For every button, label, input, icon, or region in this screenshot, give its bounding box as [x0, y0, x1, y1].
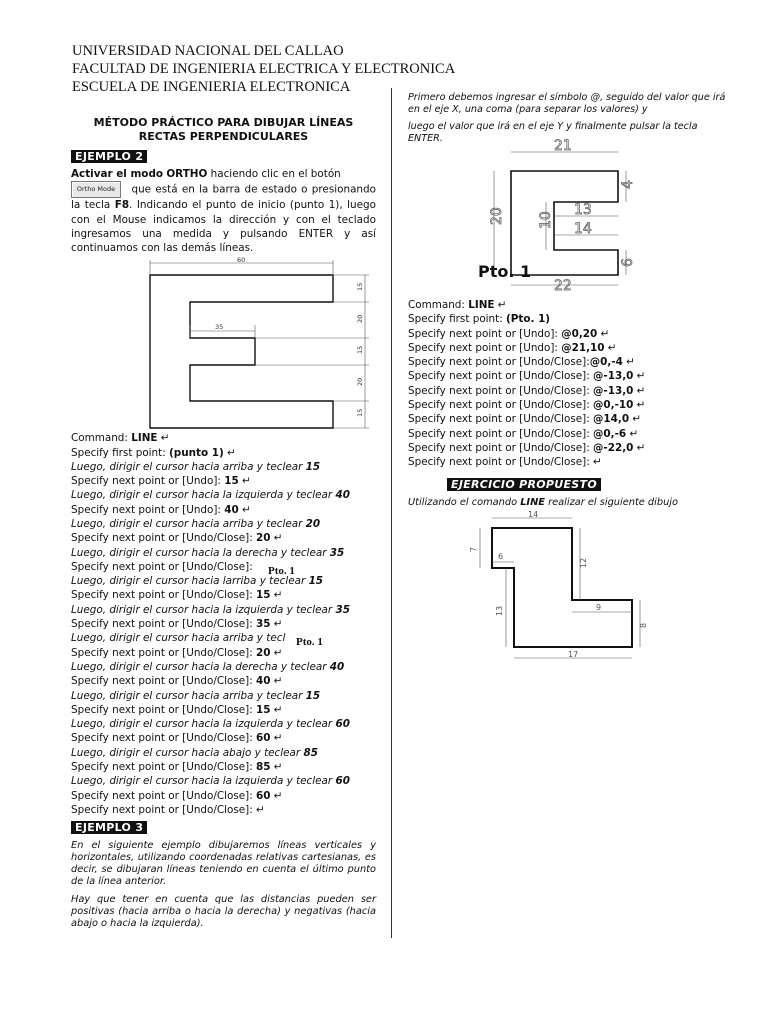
command-text: Command: — [71, 432, 132, 445]
command-line — [408, 441, 728, 455]
dim-r5: 15 — [356, 408, 364, 418]
command-text: Specify next point or [Undo]: — [71, 503, 225, 516]
enter-symbol: ↵ — [633, 399, 646, 412]
command-value: 35 — [256, 618, 271, 631]
command-line — [71, 446, 376, 460]
command-value: @14,0 — [593, 413, 630, 426]
title-line-2: RECTAS PERPENDICULARES — [138, 130, 309, 143]
command-line — [408, 455, 728, 469]
command-text: Specify next point or [Undo/Close]: — [408, 456, 594, 469]
command-line — [408, 298, 728, 312]
command-line — [71, 703, 376, 717]
command-text: Specify next point or [Undo/Close]: — [71, 532, 257, 545]
command-value: 60 — [256, 789, 271, 802]
command-value: 15 — [256, 589, 271, 602]
command-text: Specify next point or [Undo/Close]: — [71, 732, 257, 745]
command-value: 20 — [256, 532, 271, 545]
command-line — [71, 531, 376, 545]
ejercicio-text-a: Utilizando el comando — [408, 496, 521, 508]
command-text: Specify first point: — [71, 446, 170, 459]
intro-key: F8 — [114, 199, 130, 212]
intro-a: Activar el modo — [71, 168, 164, 181]
command-line — [71, 603, 376, 617]
command-line — [408, 427, 728, 441]
command-value: 40 — [256, 675, 271, 688]
command-line — [71, 560, 376, 574]
figure-3-shape — [468, 509, 668, 662]
command-line — [71, 617, 376, 631]
command-text: Luego, dirigir el cursor hacia la derecha y teclear — [71, 546, 330, 559]
command-text: Luego, dirigir el cursor hacia arriba y tecl — [71, 632, 286, 645]
ejemplo-3-paragraph-1: En el siguiente ejemplo dibujaremos líneas verticales y horizontales, utilizando coordenadas relativas cartesianas, es decir, se dibujaran líneas teniendo en cuenta el último punto de la línea anterior. — [71, 840, 376, 888]
right-intro-1: Primero debemos ingresar el símbolo @, seguido del valor que irá en el eje X, una coma (para separar los valores) y — [408, 92, 726, 115]
command-line — [71, 660, 376, 674]
dim-r1: 15 — [356, 282, 364, 292]
command-value: (punto 1) — [169, 446, 224, 459]
ejercicio-text-b: LINE — [520, 496, 545, 508]
command-value: LINE — [468, 299, 495, 311]
command-text: Luego, dirigir el cursor hacia la izquierda y teclear — [71, 603, 336, 616]
dim-12: 12 — [579, 557, 588, 568]
command-text: Specify next point or [Undo/Close]: — [71, 646, 257, 659]
command-value: 15 — [256, 703, 271, 716]
command-text: Luego, dirigir el cursor hacia arriba y teclear — [71, 689, 306, 702]
enter-symbol: ↵ — [270, 675, 283, 688]
command-value: @-22,0 — [593, 441, 634, 454]
command-text: Specify first point: — [408, 313, 507, 326]
intro-e: . Indicando el punto de inicio (punto 1), luego con el Mouse indicamos la dirección y con el teclado ingresamos una medida y pulsando ENTER y así continuamos con las demás líneas. — [71, 199, 376, 255]
command-line — [408, 369, 728, 383]
command-line — [71, 474, 376, 488]
command-text: Specify next point or [Undo/Close]: — [71, 589, 257, 602]
enter-symbol: ↵ — [270, 589, 283, 602]
dim-r4: 20 — [356, 377, 364, 387]
command-line — [71, 774, 376, 788]
command-text: Specify next point or [Undo]: — [408, 341, 562, 354]
command-value: 20 — [305, 518, 321, 530]
enter-symbol: ↵ — [622, 356, 635, 369]
command-line — [71, 460, 376, 474]
command-value: 20 — [256, 646, 271, 659]
command-line — [71, 760, 376, 774]
command-line — [71, 431, 376, 445]
enter-symbol: ↵ — [597, 327, 610, 340]
enter-symbol: ↵ — [633, 441, 646, 454]
command-value: 40 — [224, 503, 239, 516]
ejercicio-text — [408, 496, 728, 510]
command-line — [71, 803, 376, 817]
dim-22: 22 — [554, 278, 572, 294]
command-value: 15 — [305, 460, 321, 473]
command-value: 35 — [335, 603, 350, 616]
command-text: Specify next point or [Undo/Close]: — [408, 399, 594, 412]
school-name: ESCUELA DE INGENIERIA ELECTRONICA — [72, 79, 351, 95]
enter-symbol: ↵ — [256, 803, 265, 816]
command-value: LINE — [131, 432, 158, 445]
figure-e-shape — [147, 256, 387, 431]
dim-35: 35 — [215, 323, 224, 332]
command-text: Specify next point or [Undo/Close]: — [71, 618, 257, 631]
command-line — [71, 631, 376, 645]
command-text: Specify next point or [Undo/Close]: — [408, 384, 594, 397]
command-line — [408, 341, 728, 355]
command-line — [408, 398, 728, 412]
right-command-list — [408, 298, 728, 470]
command-line — [71, 646, 376, 660]
command-line — [71, 746, 376, 760]
command-text: Luego, dirigir el cursor hacia la izquierda y teclear — [71, 489, 336, 502]
university-name: UNIVERSIDAD NACIONAL DEL CALLAO — [72, 43, 344, 59]
dim-14: 14 — [574, 221, 592, 237]
command-line — [71, 674, 376, 688]
command-line — [71, 689, 376, 703]
command-value: 35 — [329, 546, 345, 559]
command-text: Specify next point or [Undo/Close]: — [71, 560, 253, 573]
command-text: Luego, dirigir el cursor hacia arriba y teclear — [71, 460, 306, 473]
command-line — [408, 384, 728, 398]
enter-symbol: ↵ — [270, 703, 283, 716]
enter-symbol: ↵ — [238, 503, 251, 516]
command-line — [71, 503, 376, 517]
pto-1-overlay-2: Pto. 1 — [296, 636, 323, 648]
command-line — [71, 588, 376, 602]
enter-symbol: ↵ — [626, 427, 639, 440]
command-value: 15 — [305, 689, 321, 702]
enter-symbol: ↵ — [270, 532, 283, 545]
ejemplo-3-paragraph-2: Hay que tener en cuenta que las distancias pueden ser positivas (hacia arriba o hacia la derecha) y negativas (hacia abajo o hacia la izquierda). — [71, 894, 376, 930]
command-text: Specify next point or [Undo/Close]: — [71, 703, 257, 716]
enter-symbol: ↵ — [604, 341, 617, 354]
command-value: 60 — [256, 732, 271, 745]
document-header — [72, 42, 455, 96]
dim-14-top: 14 — [528, 509, 539, 519]
dim-4: 4 — [620, 180, 636, 189]
command-line — [71, 488, 376, 502]
right-intro-2: luego el valor que irá en el eje Y y finalmente pulsar la tecla ENTER. — [408, 121, 698, 144]
ejercicio-label: EJERCICIO PROPUESTO — [447, 478, 601, 491]
command-text: Luego, dirigir el cursor hacia la izquierda y teclear — [71, 775, 336, 788]
command-line — [71, 574, 376, 588]
enter-symbol: ↵ — [157, 432, 170, 445]
command-value: @0,-6 — [593, 427, 627, 440]
intro-ortho: ORTHO — [166, 168, 208, 181]
pto-1-overlay-1: Pto. 1 — [268, 565, 295, 577]
intro-d: que está en la barra de estado o presionando la tecla — [71, 183, 376, 212]
section-title — [71, 116, 376, 144]
command-text: Luego, dirigir el cursor hacia abajo y teclear — [71, 746, 304, 759]
command-line — [71, 717, 376, 731]
left-column — [71, 116, 376, 930]
right-column — [408, 92, 728, 662]
enter-symbol: ↵ — [633, 384, 646, 397]
command-value: 15 — [308, 575, 324, 588]
command-value: 15 — [224, 475, 239, 488]
shape-2 — [511, 171, 618, 275]
ortho-mode-button[interactable]: Ortho Mode — [71, 181, 121, 198]
command-text: Specify next point or [Undo/Close]: — [71, 803, 257, 816]
dim-r3: 15 — [356, 345, 364, 355]
dim-r2: 20 — [356, 314, 364, 324]
enter-symbol: ↵ — [629, 413, 642, 426]
dim-60: 60 — [237, 256, 246, 265]
enter-symbol: ↵ — [270, 618, 283, 631]
intro-paragraph — [71, 167, 376, 255]
dim-20: 20 — [489, 207, 505, 225]
command-value: @0,20 — [561, 327, 598, 340]
command-text: Specify next point or [Undo/Close]: — [408, 441, 594, 454]
dim-6: 6 — [620, 258, 636, 267]
command-value: @0,-4 — [589, 356, 623, 369]
command-value: 60 — [335, 775, 350, 788]
command-line — [71, 789, 376, 803]
dim-17: 17 — [568, 649, 579, 659]
dim-13: 13 — [495, 605, 504, 616]
command-text: Luego, dirigir el cursor hacia arriba y teclear — [71, 518, 306, 530]
pto-1-label: Pto. 1 — [478, 262, 532, 281]
command-text: Specify next point or [Undo/Close]: — [408, 356, 590, 369]
command-line — [71, 546, 376, 560]
enter-symbol: ↵ — [270, 761, 283, 774]
figure-2-shape — [478, 138, 726, 294]
column-divider — [391, 88, 392, 938]
dim-10: 10 — [538, 211, 554, 229]
command-value: (Pto. 1) — [506, 313, 551, 326]
enter-symbol: ↵ — [494, 299, 507, 311]
command-value: @-13,0 — [593, 384, 634, 397]
command-text: Specify next point or [Undo/Close]: — [71, 789, 257, 802]
dim-8: 8 — [639, 622, 648, 628]
enter-symbol: ↵ — [238, 475, 251, 488]
command-text: Luego, dirigir el cursor hacia larriba y teclear — [71, 575, 309, 588]
command-line — [408, 412, 728, 426]
command-value: @21,10 — [561, 341, 605, 354]
intro-c: haciendo clic en el botón — [210, 168, 341, 181]
dim-7: 7 — [469, 546, 478, 552]
command-text: Specify next point or [Undo/Close]: — [408, 370, 594, 383]
ejemplo-2-label: EJEMPLO 2 — [71, 150, 147, 163]
command-value: @0,-10 — [593, 399, 634, 412]
command-value: 40 — [335, 489, 350, 502]
shape-3 — [492, 528, 632, 647]
e-shape-path — [150, 275, 333, 428]
ejemplo-3-label: EJEMPLO 3 — [71, 821, 147, 834]
command-text: Specify next point or [Undo]: — [408, 327, 562, 340]
enter-symbol: ↵ — [270, 732, 283, 745]
enter-symbol: ↵ — [270, 646, 283, 659]
left-command-list — [71, 431, 376, 817]
command-text: Luego, dirigir el cursor hacia la derecha y teclear — [71, 660, 330, 673]
dim-13: 13 — [574, 202, 592, 218]
faculty-name: FACULTAD DE INGENIERIA ELECTRICA Y ELECTRONICA — [72, 61, 456, 77]
title-line-1: MÉTODO PRÁCTICO PARA DIBUJAR LÍNEAS — [93, 116, 354, 129]
command-text: Luego, dirigir el cursor hacia la izquierda y teclear — [71, 718, 336, 731]
command-line — [71, 517, 376, 531]
command-value: 40 — [329, 660, 345, 673]
command-line — [408, 355, 728, 369]
enter-symbol: ↵ — [593, 456, 602, 469]
dim-9: 9 — [596, 602, 602, 612]
command-line — [408, 312, 728, 326]
command-value: @-13,0 — [593, 370, 634, 383]
command-value: 85 — [256, 761, 271, 774]
dim-21: 21 — [554, 138, 572, 154]
command-text: Specify next point or [Undo/Close]: — [408, 413, 594, 426]
enter-symbol: ↵ — [270, 789, 283, 802]
command-text: Specify next point or [Undo/Close]: — [71, 761, 257, 774]
command-value: 60 — [335, 718, 350, 731]
command-text: Specify next point or [Undo/Close]: — [408, 427, 594, 440]
enter-symbol: ↵ — [633, 370, 646, 383]
command-text: Command: — [408, 299, 469, 311]
dim-6-inner: 6 — [498, 551, 504, 561]
command-text: Specify next point or [Undo/Close]: — [71, 675, 257, 688]
command-text: Specify next point or [Undo]: — [71, 475, 225, 488]
command-value: 85 — [303, 746, 318, 759]
enter-symbol: ↵ — [223, 446, 236, 459]
ejercicio-text-c: realizar el siguiente dibujo — [544, 496, 679, 508]
command-line — [71, 731, 376, 745]
command-line — [408, 327, 728, 341]
